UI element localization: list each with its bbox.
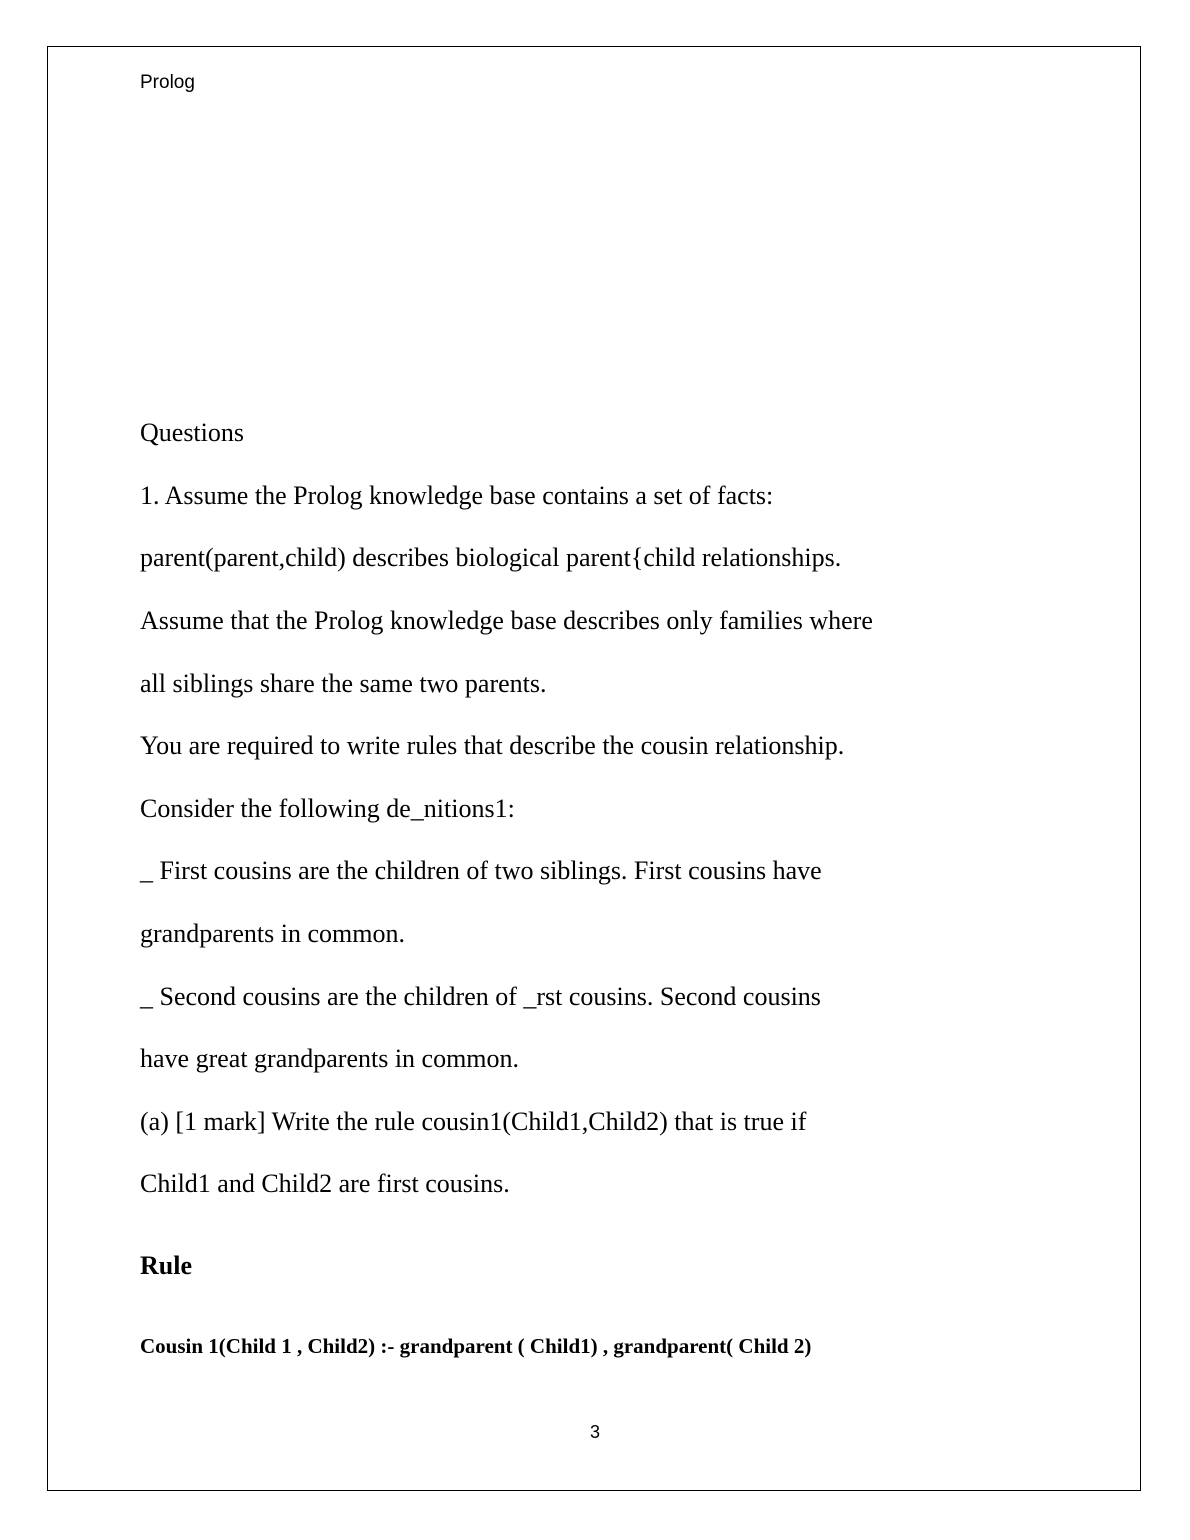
page-header: Prolog [140, 72, 195, 93]
page-number: 3 [589, 1422, 600, 1442]
body-line-1: 1. Assume the Prolog knowledge base contains a set of facts: [140, 481, 774, 510]
section-title: Questions [140, 418, 244, 447]
body-line-8: grandparents in common. [140, 919, 405, 948]
body-line-7: _ First cousins are the children of two siblings. First cousins have [140, 856, 822, 885]
body-line-12: Child1 and Child2 are first cousins. [140, 1169, 510, 1198]
body-line-5: You are required to write rules that describe the cousin relationship. [140, 731, 845, 760]
body-line-4: all siblings share the same two parents. [140, 669, 547, 698]
body-line-6: Consider the following de_nitions1: [140, 794, 515, 823]
body-line-3: Assume that the Prolog knowledge base describes only families where [140, 606, 873, 635]
body-line-9: _ Second cousins are the children of _rst cousins. Second cousins [140, 982, 821, 1011]
body-line-2: parent(parent,child) describes biological parent{child relationships. [140, 543, 842, 572]
body-line-11: (a) [1 mark] Write the rule cousin1(Child1,Child2) that is true if [140, 1107, 807, 1136]
body-line-10: have great grandparents in common. [140, 1044, 520, 1073]
page-border [47, 46, 1141, 1491]
rule-heading: Rule [140, 1251, 192, 1280]
rule-code: Cousin 1(Child 1 , Child2) :- grandparent ( Child1) , grandparent( Child 2) [140, 1334, 812, 1358]
